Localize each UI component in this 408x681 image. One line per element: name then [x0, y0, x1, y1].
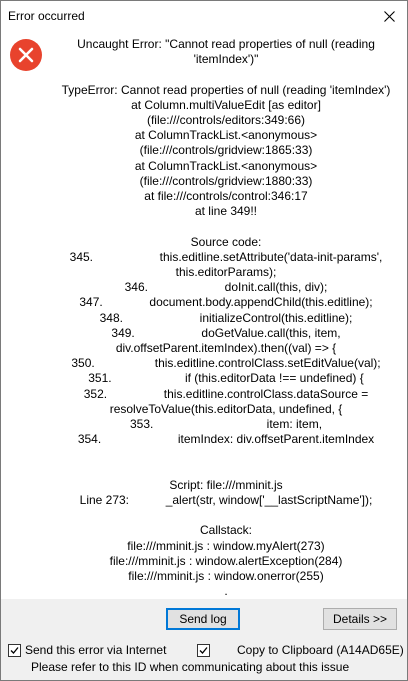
send-via-internet-checkbox[interactable]: [8, 644, 21, 657]
details-button[interactable]: Details >>: [323, 608, 397, 630]
error-header-line: 'itemIndex')": [193, 52, 259, 67]
error-detail-line: at Column.multiValueEdit [as editor]: [131, 97, 321, 112]
error-detail-line: resolveToValue(this.editorData, undefined, {: [109, 401, 343, 416]
error-detail-line: 351. if (this.editorData !== undefined) {: [88, 371, 364, 386]
error-detail-line: 349. doGetValue.call(this, item,: [111, 325, 341, 340]
blank-line: [51, 219, 401, 234]
window-title: Error occurred: [8, 9, 85, 23]
error-detail-line: 350. this.editline.controlClass.setEditValue(val);: [71, 356, 381, 371]
error-detail-line: 353. item: item,: [129, 417, 323, 432]
close-button[interactable]: [371, 1, 407, 31]
error-detail-line: (file:///controls/gridview:1880:33): [139, 173, 313, 188]
copy-to-clipboard-checkbox[interactable]: [197, 644, 210, 657]
send-log-button[interactable]: Send log: [166, 608, 240, 630]
error-detail-line: this.editorParams);: [175, 265, 277, 280]
dialog-footer: [1, 599, 407, 680]
error-detail-line: at ColumnTrackList.<anonymous>: [134, 128, 318, 143]
error-detail-line: 354. itemIndex: div.offsetParent.itemIndex: [77, 432, 375, 447]
error-x-icon: [10, 39, 42, 71]
error-detail-line: div.offsetParent.itemIndex).then((val) => {: [115, 341, 337, 356]
error-detail-line: file:///mminit.js : window.myAlert(273): [127, 538, 325, 553]
title-bar: [1, 1, 407, 31]
error-detail-line: .: [224, 584, 228, 599]
error-detail-line: at line 349!!: [194, 204, 258, 219]
error-detail-line: Source code:: [190, 234, 262, 249]
blank-line: [51, 447, 401, 462]
blank-line: [51, 463, 401, 478]
error-detail-line: Line 273: _alert(str, window['__lastScriptName']);: [79, 493, 373, 508]
copy-to-clipboard-label[interactable]: Copy to Clipboard (A14AD65E): [237, 643, 404, 657]
close-icon: [384, 11, 395, 22]
error-header-line: Uncaught Error: "Cannot read properties of null (reading: [77, 37, 375, 51]
error-detail-line: TypeError: Cannot read properties of null (reading 'itemIndex'): [61, 82, 391, 97]
error-detail-line: (file:///controls/editors:349:66): [146, 113, 306, 127]
error-detail-line: at ColumnTrackList.<anonymous>: [134, 158, 318, 173]
blank-line: [51, 508, 401, 523]
send-via-internet-label[interactable]: Send this error via Internet: [25, 643, 167, 657]
error-message: [51, 37, 401, 599]
message-area: [1, 31, 407, 599]
error-detail-line: Callstack:: [199, 523, 252, 538]
checkmark-icon: [10, 646, 19, 655]
error-detail-line: file:///mminit.js : window.onerror(255): [128, 569, 324, 584]
error-detail-line: file:///mminit.js : window.alertException(284): [109, 553, 343, 568]
error-detail-line: 345. this.editline.setAttribute('data-init-params',: [69, 249, 383, 264]
checkmark-icon: [199, 646, 208, 655]
error-detail-line: 347. document.body.appendChild(this.editline);: [79, 295, 373, 310]
error-details: [51, 67, 401, 599]
error-detail-line: Script: file:///mminit.js: [169, 477, 283, 492]
footer-note: Please refer to this ID when communicating about this issue: [31, 660, 350, 674]
error-detail-line: 346. doInit.call(this, div);: [124, 280, 328, 295]
blank-line: [51, 67, 401, 82]
error-detail-line: (file:///controls/gridview:1865:33): [139, 143, 313, 158]
error-detail-line: 348. initializeControl(this.editline);: [99, 310, 353, 325]
error-detail-line: at file:///controls/control:346:17: [144, 189, 308, 204]
error-detail-line: 352. this.editline.controlClass.dataSource =: [83, 386, 369, 401]
